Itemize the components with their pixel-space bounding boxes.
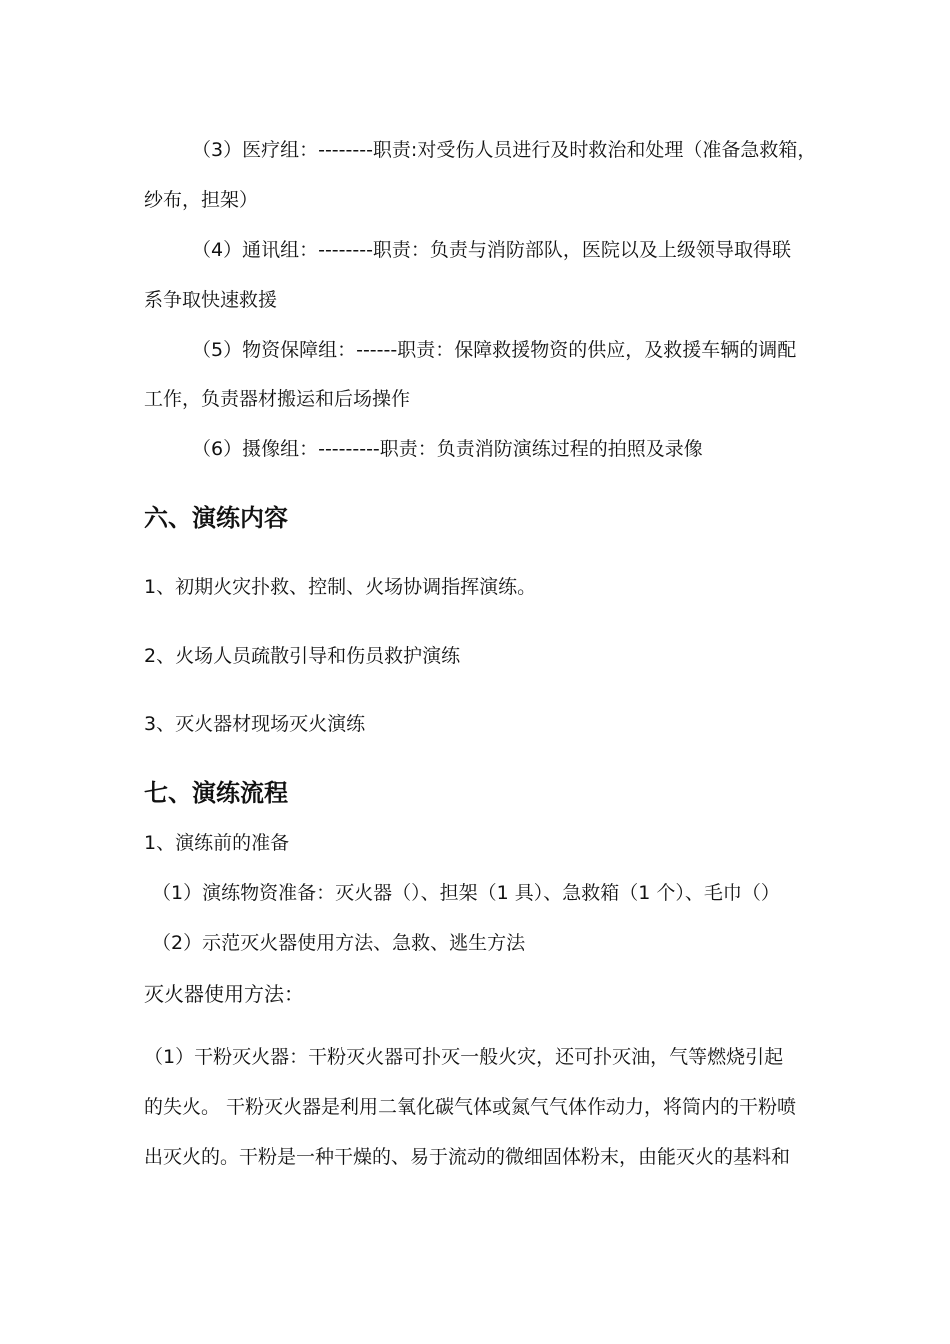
section-7-heading: 七、演练流程 xyxy=(144,779,288,807)
dry-powder-line-3: 出灭火的。干粉是一种干燥的、易于流动的微细固体粉末，由能灭火的基料和 xyxy=(144,1146,791,1168)
section-6-item-1: 1、初期火灾扑救、控制、火场协调指挥演练。 xyxy=(144,576,537,598)
dry-powder-line-2: 的失火。 干粉灭火器是利用二氧化碳气体或氮气气体作动力，将筒内的干粉喷 xyxy=(144,1096,797,1118)
communication-group-line-2: 系争取快速救援 xyxy=(144,289,278,311)
medical-group-line-1: （3）医疗组：--------职责:对受伤人员进行及时救治和处理（准备急救箱， xyxy=(192,139,817,161)
camera-group-line: （6）摄像组：---------职责：负责消防演练过程的拍照及录像 xyxy=(192,438,703,460)
dry-powder-line-1: （1）干粉灭火器：干粉灭火器可扑灭一般火灾，还可扑灭油，气等燃烧引起 xyxy=(144,1046,784,1068)
section-7-subheading: 1、演练前的准备 xyxy=(144,832,290,854)
section-6-item-2: 2、火场人员疏散引导和伤员救护演练 xyxy=(144,645,461,667)
extinguisher-method-label: 灭火器使用方法： xyxy=(144,982,304,1006)
supply-group-line-1: （5）物资保障组：------职责：保障救援物资的供应，及救援车辆的调配 xyxy=(192,339,797,361)
preparation-item-1: （1）演练物资准备：灭火器（）、担架（1 具）、急救箱（1 个）、毛巾（） xyxy=(152,882,780,904)
section-6-heading: 六、演练内容 xyxy=(144,504,288,532)
communication-group-line-1: （4）通讯组：--------职责：负责与消防部队，医院以及上级领导取得联 xyxy=(192,239,791,261)
supply-group-line-2: 工作，负责器材搬运和后场操作 xyxy=(144,388,411,410)
preparation-item-2: （2）示范灭火器使用方法、急救、逃生方法 xyxy=(152,932,526,954)
section-6-item-3: 3、灭火器材现场灭火演练 xyxy=(144,713,366,735)
medical-group-line-2: 纱布，担架） xyxy=(144,189,259,211)
